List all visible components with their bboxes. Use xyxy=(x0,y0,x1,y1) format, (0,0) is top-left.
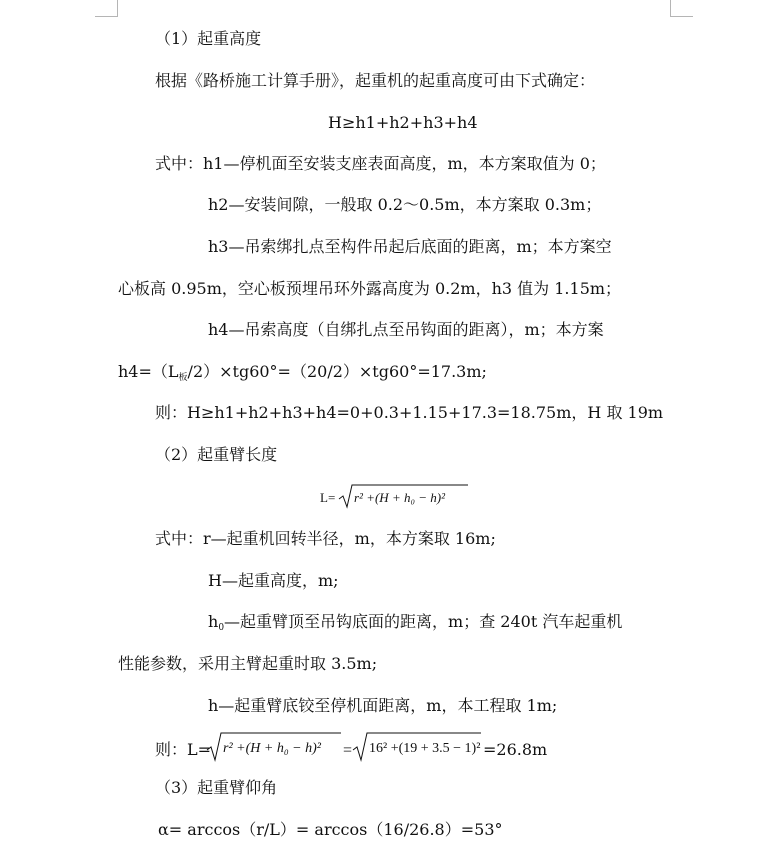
h0-definition-line1 xyxy=(208,611,622,639)
length-formula-lhs: L= xyxy=(320,490,336,505)
length-formula-svg xyxy=(320,482,470,510)
h3-definition-line1: h3—吊索绑扎点至构件吊起后底面的距离，m；本方案空 xyxy=(208,237,612,256)
h3-definition-line2: 心板高 0.95m，空心板预埋吊环外露高度为 0.2m，h3 值为 1.15m； xyxy=(118,279,622,298)
h-definition: h—起重臂底铰至停机面距离，m，本工程取 1m; xyxy=(208,696,558,715)
h0-symbol: h xyxy=(208,612,219,631)
r-definition: 式中：r—起重机回转半径，m，本方案取 16m; xyxy=(155,529,496,548)
crop-mark-top-left xyxy=(95,0,118,17)
length-result-expr-1: r² +(H + h₀ − h)² xyxy=(223,741,321,756)
length-result-svg xyxy=(155,728,575,764)
h2-definition: h2—安装间隙，一般取 0.2～0.5m，本方案取 0.3m； xyxy=(208,195,602,214)
H-definition: H—起重高度，m; xyxy=(208,571,339,590)
h0-definition-text: —起重臂顶至吊钩底面的距离，m；查 240t 汽车起重机 xyxy=(224,612,623,631)
h4-formula-start: h4=（L xyxy=(118,362,179,381)
length-formula-body: r² +(H + h₀ − h)² xyxy=(354,490,445,505)
length-formula xyxy=(320,482,470,514)
h1-definition: 式中：h1—停机面至安装支座表面高度，m，本方案取值为 0； xyxy=(155,154,606,173)
height-result: 则：H≥h1+h2+h3+h4=0+0.3+1.15+17.3=18.75m，H 取 19m xyxy=(155,403,664,422)
length-result-expr-2: 16² +(19 + 3.5 − 1)² xyxy=(369,741,481,756)
h0-subscript: 0 xyxy=(218,623,225,633)
h4-subscript: 板 xyxy=(178,373,188,383)
length-result-equals: = xyxy=(343,742,353,759)
height-formula: H≥h1+h2+h3+h4 xyxy=(328,113,478,132)
crop-mark-top-right xyxy=(670,0,693,17)
section-3-heading: （3）起重臂仰角 xyxy=(155,778,278,797)
section-1-heading: （1）起重高度 xyxy=(155,29,262,48)
section-2-heading: （2）起重臂长度 xyxy=(155,445,278,464)
length-result-prefix: 则：L= xyxy=(155,740,212,759)
h4-formula-end: /2）×tg60°=（20/2）×tg60°=17.3m; xyxy=(187,362,487,381)
length-result-value: =26.8m xyxy=(483,740,548,759)
angle-formula: α= arccos（r/L）= arccos（16/26.8）=53° xyxy=(158,820,503,839)
h4-definition-line1: h4—吊索高度（自绑扎点至吊钩面的距离），m；本方案 xyxy=(208,320,604,339)
section-1-intro: 根据《路桥施工计算手册》，起重机的起重高度可由下式确定： xyxy=(155,71,596,90)
length-result xyxy=(155,728,575,768)
h0-definition-line2: 性能参数，采用主臂起重时取 3.5m; xyxy=(118,654,378,673)
h4-definition-line2 xyxy=(118,361,487,389)
